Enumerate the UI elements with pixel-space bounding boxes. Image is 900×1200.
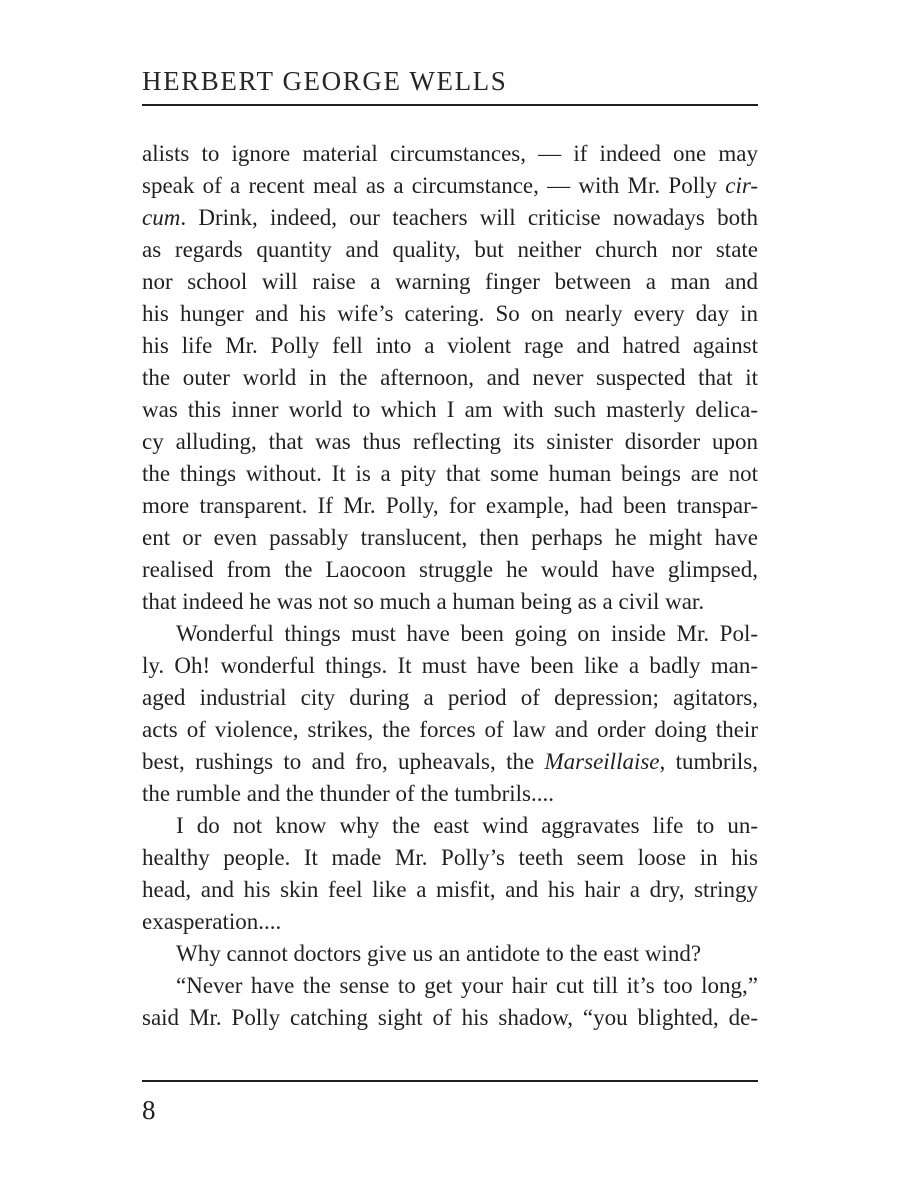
text-line: aged industrial city during a period of depression; agitators, [142, 685, 758, 710]
text-line: cum. Drink, indeed, our teachers will criticise nowadays both [142, 205, 758, 230]
text-line: exasperation.... [142, 909, 282, 934]
page-number: 8 [142, 1095, 156, 1125]
text-line: said Mr. Polly catching sight of his shadow, “you blighted, de- [142, 1005, 758, 1030]
text-line: realised from the Laocoon struggle he would have glimpsed, [142, 557, 758, 582]
text-line: Wonderful things must have been going on inside Mr. Pol- [176, 621, 758, 646]
text-line: his hunger and his wife’s catering. So on nearly every day in [142, 301, 758, 326]
text-line: was this inner world to which I am with such masterly delica- [142, 397, 758, 422]
text-line: his life Mr. Polly fell into a violent rage and hatred against [142, 333, 758, 358]
text-line: nor school will raise a warning finger between a man and [142, 269, 758, 294]
text-line: ent or even passably translucent, then perhaps he might have [142, 525, 758, 550]
text-line: speak of a recent meal as a circumstance, — with Mr. Polly cir- [142, 173, 758, 198]
text-line: acts of violence, strikes, the forces of law and order doing their [142, 717, 758, 742]
text-line: that indeed he was not so much a human being as a civil war. [142, 589, 705, 614]
text-line: Why cannot doctors give us an antidote to the east wind? [176, 941, 702, 966]
text-line: cy alluding, that was thus reflecting its sinister disorder upon [142, 429, 758, 454]
text-line: the rumble and the thunder of the tumbrils.... [142, 781, 554, 806]
body-text [142, 138, 758, 1034]
text-line: best, rushings to and fro, upheavals, the Marseillaise, tumbrils, [142, 749, 759, 774]
text-line: more transparent. If Mr. Polly, for example, had been transpar- [142, 493, 758, 518]
text-line: head, and his skin feel like a misfit, and his hair a dry, stringy [142, 877, 758, 902]
text-line: healthy people. It made Mr. Polly’s teeth seem loose in his [142, 845, 758, 870]
text-line: ly. Oh! wonderful things. It must have been like a badly man- [142, 653, 758, 678]
text-line: the things without. It is a pity that some human beings are not [142, 461, 758, 486]
running-header: HERBERT GEORGE WELLS [142, 66, 508, 96]
header-rule [142, 104, 758, 106]
text-line: as regards quantity and quality, but neither church nor state [142, 237, 758, 262]
text-line: alists to ignore material circumstances, — if indeed one may [142, 141, 758, 166]
text-line: I do not know why the east wind aggravates life to un- [176, 813, 758, 838]
text-line: the outer world in the afternoon, and never suspected that it [142, 365, 758, 390]
text-line: “Never have the sense to get your hair cut till it’s too long,” [176, 973, 758, 998]
footer-rule [142, 1080, 758, 1082]
